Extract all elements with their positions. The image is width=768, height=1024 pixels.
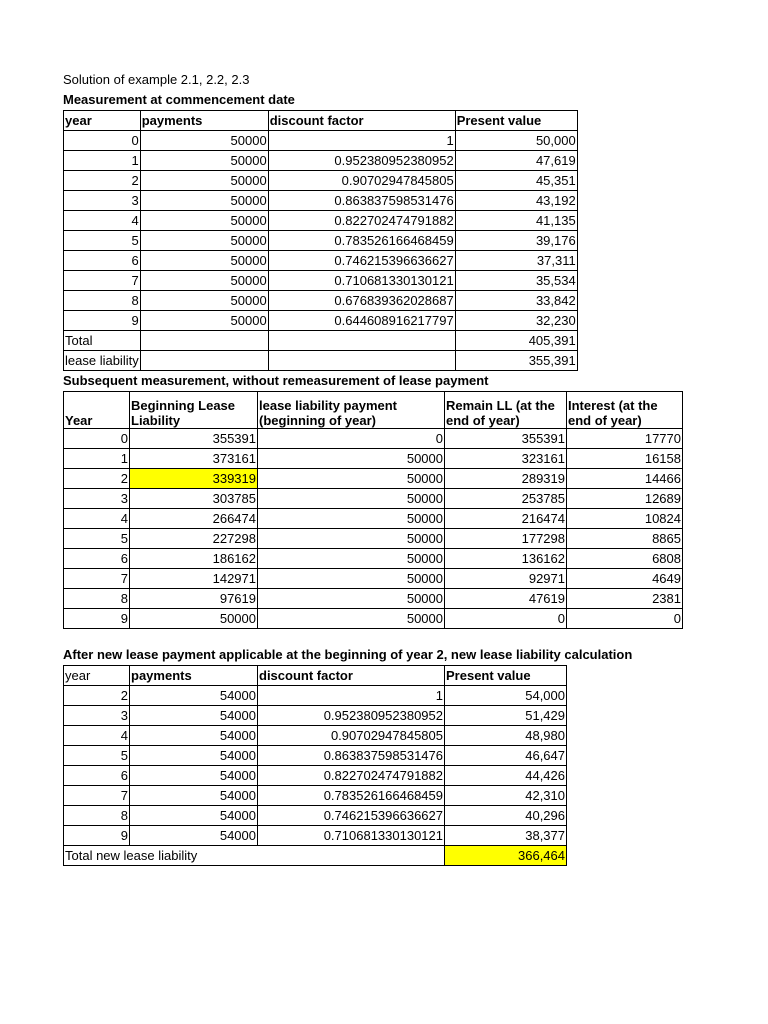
table-cell[interactable]: 0.644608916217797 bbox=[268, 311, 455, 331]
table-cell[interactable]: 54000 bbox=[130, 746, 258, 766]
table-cell[interactable]: 39,176 bbox=[455, 231, 577, 251]
table-cell[interactable]: 0.676839362028687 bbox=[268, 291, 455, 311]
table-cell[interactable]: 50000 bbox=[258, 589, 445, 609]
table-cell[interactable]: 50000 bbox=[140, 211, 268, 231]
table-cell[interactable]: 44,426 bbox=[445, 766, 567, 786]
table-cell[interactable]: 50000 bbox=[140, 291, 268, 311]
table-cell[interactable]: 47,619 bbox=[455, 151, 577, 171]
table-cell[interactable]: 6 bbox=[64, 549, 130, 569]
table-cell[interactable]: 2 bbox=[64, 171, 141, 191]
total-new-lease-liability-label[interactable]: Total new lease liability bbox=[64, 846, 445, 866]
table-cell[interactable]: 1 bbox=[268, 131, 455, 151]
table-cell[interactable]: 41,135 bbox=[455, 211, 577, 231]
table-cell[interactable]: 4 bbox=[64, 726, 130, 746]
table-cell[interactable]: 6 bbox=[64, 251, 141, 271]
table-cell[interactable]: 43,192 bbox=[455, 191, 577, 211]
table-cell[interactable]: 54000 bbox=[130, 806, 258, 826]
table-cell[interactable]: 54000 bbox=[130, 726, 258, 746]
table-cell[interactable]: 97619 bbox=[130, 589, 258, 609]
table-row bbox=[64, 251, 578, 271]
table-cell[interactable]: 0.746215396636627 bbox=[268, 251, 455, 271]
table-cell[interactable]: 50000 bbox=[258, 449, 445, 469]
table-cell[interactable]: 47619 bbox=[445, 589, 567, 609]
header-payments[interactable]: payments bbox=[140, 111, 268, 131]
table-header-row bbox=[64, 392, 683, 429]
table-row bbox=[64, 231, 578, 251]
table-row bbox=[64, 271, 578, 291]
table-cell[interactable]: 177298 bbox=[445, 529, 567, 549]
header-payments[interactable]: payments bbox=[130, 666, 258, 686]
table-cell[interactable]: 7 bbox=[64, 569, 130, 589]
table-cell[interactable]: 216474 bbox=[445, 509, 567, 529]
table-cell[interactable]: 5 bbox=[64, 231, 141, 251]
table-cell[interactable]: 50000 bbox=[258, 509, 445, 529]
table2-title: Subsequent measurement, without remeasurement of lease payment bbox=[63, 373, 489, 388]
table-cell[interactable]: 9 bbox=[64, 311, 141, 331]
lease-liability-label[interactable]: lease liability bbox=[64, 351, 141, 371]
header-year[interactable]: year bbox=[64, 666, 130, 686]
table-row bbox=[64, 171, 578, 191]
table-row bbox=[64, 806, 567, 826]
new-lease-liability-table bbox=[63, 665, 567, 866]
table-cell[interactable]: 3 bbox=[64, 706, 130, 726]
table-cell[interactable]: 48,980 bbox=[445, 726, 567, 746]
table-cell[interactable]: 8 bbox=[64, 291, 141, 311]
table-cell[interactable]: 339319 bbox=[130, 469, 258, 489]
table-cell[interactable]: 40,296 bbox=[445, 806, 567, 826]
table-cell[interactable]: 2381 bbox=[567, 589, 683, 609]
table-cell[interactable]: 46,647 bbox=[445, 746, 567, 766]
table-cell[interactable]: 0.783526166468459 bbox=[268, 231, 455, 251]
table-cell[interactable]: 0 bbox=[567, 609, 683, 629]
table-cell[interactable]: 0.710681330130121 bbox=[258, 826, 445, 846]
table-row bbox=[64, 429, 683, 449]
table-cell[interactable]: 0 bbox=[445, 609, 567, 629]
table-cell[interactable]: 50000 bbox=[140, 171, 268, 191]
table-cell[interactable]: 4 bbox=[64, 509, 130, 529]
table-cell[interactable]: 2 bbox=[64, 469, 130, 489]
table-cell[interactable]: 0.863837598531476 bbox=[268, 191, 455, 211]
table-row bbox=[64, 686, 567, 706]
subsequent-measurement-table bbox=[63, 391, 683, 629]
table-cell[interactable]: 253785 bbox=[445, 489, 567, 509]
header-discount-factor[interactable]: discount factor bbox=[258, 666, 445, 686]
table-cell[interactable]: 289319 bbox=[445, 469, 567, 489]
table-cell[interactable]: 7 bbox=[64, 271, 141, 291]
table-row bbox=[64, 509, 683, 529]
lease-liability-row bbox=[64, 351, 578, 371]
header-year[interactable]: year bbox=[64, 111, 141, 131]
header-remain-ll[interactable]: Remain LL (at the end of year) bbox=[445, 392, 567, 429]
table-row bbox=[64, 529, 683, 549]
table1-body bbox=[64, 131, 578, 331]
header-discount-factor[interactable]: discount factor bbox=[268, 111, 455, 131]
table-cell[interactable]: 4 bbox=[64, 211, 141, 231]
total-label[interactable]: Total bbox=[64, 331, 141, 351]
table-cell[interactable]: 54000 bbox=[130, 826, 258, 846]
total-new-lease-liability-value[interactable]: 366,464 bbox=[445, 846, 567, 866]
table-cell[interactable]: 0 bbox=[64, 131, 141, 151]
table-cell[interactable]: 0.952380952380952 bbox=[268, 151, 455, 171]
table-cell[interactable]: 35,534 bbox=[455, 271, 577, 291]
table-row bbox=[64, 786, 567, 806]
table-cell[interactable]: 9 bbox=[64, 609, 130, 629]
table-cell[interactable]: 7 bbox=[64, 786, 130, 806]
table-cell[interactable]: 2 bbox=[64, 686, 130, 706]
table-cell[interactable]: 5 bbox=[64, 529, 130, 549]
table-row bbox=[64, 211, 578, 231]
table-cell[interactable]: 92971 bbox=[445, 569, 567, 589]
table-cell[interactable]: 0.746215396636627 bbox=[258, 806, 445, 826]
table-row bbox=[64, 766, 567, 786]
table-row bbox=[64, 151, 578, 171]
table-row bbox=[64, 549, 683, 569]
table-cell[interactable]: 42,310 bbox=[445, 786, 567, 806]
table-row bbox=[64, 706, 567, 726]
table-cell[interactable]: 0 bbox=[258, 429, 445, 449]
table-cell[interactable]: 50000 bbox=[140, 131, 268, 151]
table-row bbox=[64, 609, 683, 629]
table-cell[interactable]: 37,311 bbox=[455, 251, 577, 271]
table-cell[interactable]: 0.822702474791882 bbox=[258, 766, 445, 786]
table-cell[interactable]: 323161 bbox=[445, 449, 567, 469]
table-row bbox=[64, 569, 683, 589]
total-row bbox=[64, 331, 578, 351]
table-cell[interactable]: 136162 bbox=[445, 549, 567, 569]
table-cell[interactable]: 50000 bbox=[258, 549, 445, 569]
table-cell[interactable]: 50,000 bbox=[455, 131, 577, 151]
table-cell[interactable]: 9 bbox=[64, 826, 130, 846]
table-cell[interactable]: 16158 bbox=[567, 449, 683, 469]
table-cell[interactable]: 50000 bbox=[258, 569, 445, 589]
table-cell[interactable]: 186162 bbox=[130, 549, 258, 569]
table-cell[interactable]: 355391 bbox=[130, 429, 258, 449]
table-row bbox=[64, 291, 578, 311]
table-cell[interactable]: 45,351 bbox=[455, 171, 577, 191]
table-cell[interactable]: 54000 bbox=[130, 766, 258, 786]
table-header-row bbox=[64, 666, 567, 686]
spreadsheet bbox=[63, 70, 703, 866]
table-row bbox=[64, 489, 683, 509]
table-cell[interactable]: 303785 bbox=[130, 489, 258, 509]
table-cell[interactable]: 3 bbox=[64, 489, 130, 509]
table-cell[interactable]: 12689 bbox=[567, 489, 683, 509]
header-present-value[interactable]: Present value bbox=[445, 666, 567, 686]
table-cell[interactable]: 54000 bbox=[130, 706, 258, 726]
table-cell[interactable]: 0.863837598531476 bbox=[258, 746, 445, 766]
table-cell[interactable]: 142971 bbox=[130, 569, 258, 589]
table-row bbox=[64, 311, 578, 331]
header-year[interactable]: Year bbox=[64, 392, 130, 429]
table-cell[interactable]: 8865 bbox=[567, 529, 683, 549]
table-cell[interactable]: 4649 bbox=[567, 569, 683, 589]
table-cell[interactable]: 51,429 bbox=[445, 706, 567, 726]
table-cell[interactable]: 227298 bbox=[130, 529, 258, 549]
table-cell[interactable]: 50000 bbox=[140, 231, 268, 251]
table-row bbox=[64, 449, 683, 469]
table-row bbox=[64, 191, 578, 211]
table-cell[interactable]: 50000 bbox=[140, 191, 268, 211]
table-cell[interactable]: 266474 bbox=[130, 509, 258, 529]
table-cell[interactable]: 10824 bbox=[567, 509, 683, 529]
table-cell[interactable]: 0.783526166468459 bbox=[258, 786, 445, 806]
table3-title: After new lease payment applicable at the beginning of year 2, new lease liability calculation bbox=[63, 647, 633, 662]
table-row bbox=[64, 746, 567, 766]
table-row bbox=[64, 826, 567, 846]
table-cell[interactable]: 50000 bbox=[140, 251, 268, 271]
table2-body bbox=[64, 429, 683, 629]
table-cell[interactable]: 355391 bbox=[445, 429, 567, 449]
table-cell[interactable]: 50000 bbox=[140, 271, 268, 291]
table-cell[interactable]: 50000 bbox=[258, 469, 445, 489]
table-cell[interactable]: 1 bbox=[258, 686, 445, 706]
table-cell[interactable]: 8 bbox=[64, 589, 130, 609]
table-cell[interactable]: 38,377 bbox=[445, 826, 567, 846]
header-lease-liability-payment[interactable]: lease liability payment (beginning of year) bbox=[258, 392, 445, 429]
table-cell[interactable]: 50000 bbox=[258, 529, 445, 549]
total-value[interactable]: 405,391 bbox=[455, 331, 577, 351]
header-present-value[interactable]: Present value bbox=[455, 111, 577, 131]
table-cell[interactable]: 6 bbox=[64, 766, 130, 786]
table-row bbox=[64, 726, 567, 746]
table-cell[interactable]: 54000 bbox=[130, 786, 258, 806]
table-cell[interactable]: 8 bbox=[64, 806, 130, 826]
table-cell[interactable]: 0.952380952380952 bbox=[258, 706, 445, 726]
table-header-row bbox=[64, 111, 578, 131]
table-cell[interactable]: 33,842 bbox=[455, 291, 577, 311]
table-cell[interactable]: 50000 bbox=[258, 609, 445, 629]
table-cell[interactable]: 50000 bbox=[258, 489, 445, 509]
table-cell[interactable]: 32,230 bbox=[455, 311, 577, 331]
lease-liability-value[interactable]: 355,391 bbox=[455, 351, 577, 371]
measurement-table bbox=[63, 110, 578, 371]
table-cell[interactable]: 3 bbox=[64, 191, 141, 211]
table-cell[interactable]: 0.710681330130121 bbox=[268, 271, 455, 291]
sheet-heading: Solution of example 2.1, 2.2, 2.3 bbox=[63, 72, 250, 87]
table1-title: Measurement at commencement date bbox=[63, 92, 295, 107]
table-cell[interactable]: 6808 bbox=[567, 549, 683, 569]
table-cell[interactable]: 54000 bbox=[130, 686, 258, 706]
table-cell[interactable]: 0.90702947845805 bbox=[258, 726, 445, 746]
table-cell[interactable]: 0.90702947845805 bbox=[268, 171, 455, 191]
table-cell[interactable]: 0.822702474791882 bbox=[268, 211, 455, 231]
table-cell[interactable]: 17770 bbox=[567, 429, 683, 449]
header-beginning-lease-liability[interactable]: Beginning Lease Liability bbox=[130, 392, 258, 429]
header-interest[interactable]: Interest (at the end of year) bbox=[567, 392, 683, 429]
table-cell[interactable]: 373161 bbox=[130, 449, 258, 469]
table-cell[interactable]: 0 bbox=[64, 429, 130, 449]
table-cell[interactable]: 50000 bbox=[140, 311, 268, 331]
table-cell[interactable]: 1 bbox=[64, 151, 141, 171]
table-cell[interactable]: 54,000 bbox=[445, 686, 567, 706]
table-row bbox=[64, 589, 683, 609]
table-cell[interactable]: 50000 bbox=[140, 151, 268, 171]
total-row bbox=[64, 846, 567, 866]
table-cell[interactable]: 1 bbox=[64, 449, 130, 469]
table-row bbox=[64, 131, 578, 151]
table-row bbox=[64, 469, 683, 489]
table-cell[interactable]: 14466 bbox=[567, 469, 683, 489]
table-cell[interactable]: 50000 bbox=[130, 609, 258, 629]
table3-body bbox=[64, 686, 567, 846]
table-cell[interactable]: 5 bbox=[64, 746, 130, 766]
